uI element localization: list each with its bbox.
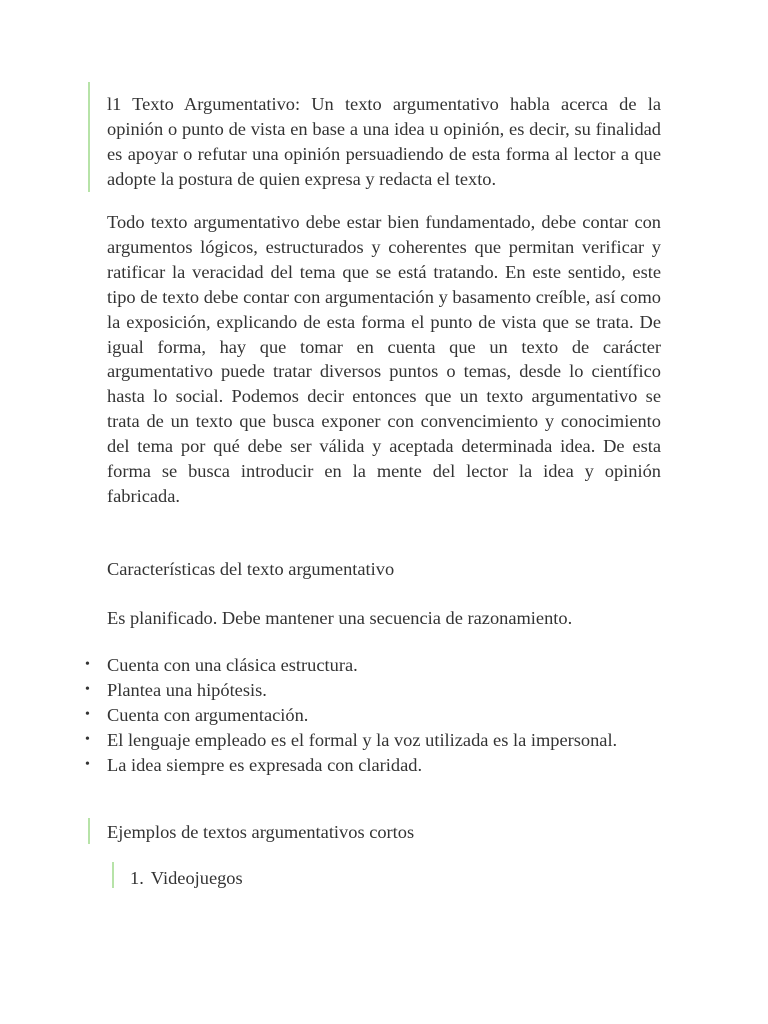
bullet-icon: •: [85, 731, 90, 747]
characteristics-heading: Características del texto argumentativo: [107, 559, 395, 579]
characteristics-list: [85, 653, 661, 778]
accent-bar-example-item: [112, 862, 114, 888]
list-item: [85, 678, 661, 703]
intro-paragraph: l1 Texto Argumentativo: Un texto argumentativo habla acerca de la opinión o punto de vista en base a una idea u opinión, es decir, su finalidad es apoyar o refutar una opinión persuadiendo de esta forma al lector a que adopte la postura de quien expresa y redacta el texto.: [107, 94, 661, 189]
bullet-icon: •: [85, 706, 90, 722]
example-title: Videojuegos: [150, 868, 243, 888]
list-item-text: Cuenta con argumentación.: [107, 704, 309, 725]
list-item: [85, 753, 661, 778]
list-item-text: Cuenta con una clásica estructura.: [107, 655, 358, 675]
body-paragraph: Todo texto argumentativo debe estar bien fundamentado, debe contar con argumentos lógicos, estructurados y coherentes que permitan verificar y ratificar la veracidad del tema que se está tratando. En este sentido, este tipo de texto debe contar con argumentación y basamento creíble, así como la exposición, explicando de esta forma el punto de vista que se trata. De igual forma, hay que tomar en cuenta que un texto de carácter argumentativo puede tratar diversos puntos o temas, desde lo científico hasta lo social. Podemos decir entonces que un texto argumentativo se trata de un texto que busca exponer con convencimiento y conocimiento del tema por qué debe ser válida y aceptada determinada idea. De esta forma se busca introducir en la mente del lector la idea y opinión fabricada.: [107, 212, 661, 506]
list-item: [85, 728, 661, 753]
accent-bar-intro: [88, 82, 90, 192]
list-item: [85, 653, 661, 678]
list-item: [85, 703, 661, 728]
list-item-text: Plantea una hipótesis.: [107, 679, 267, 700]
list-item-text: La idea siempre es expresada con claridad.: [107, 754, 423, 775]
example-item: [130, 866, 243, 890]
bullet-icon: •: [85, 657, 90, 672]
accent-bar-examples: [88, 818, 90, 844]
list-item-text: El lenguaje empleado es el formal y la voz utilizada es la impersonal.: [107, 729, 618, 750]
characteristics-intro: Es planificado. Debe mantener una secuencia de razonamiento.: [107, 608, 573, 628]
examples-heading: Ejemplos de textos argumentativos cortos: [107, 822, 415, 842]
bullet-icon: •: [85, 756, 90, 772]
bullet-icon: •: [85, 681, 90, 697]
example-number: 1.: [130, 868, 144, 888]
